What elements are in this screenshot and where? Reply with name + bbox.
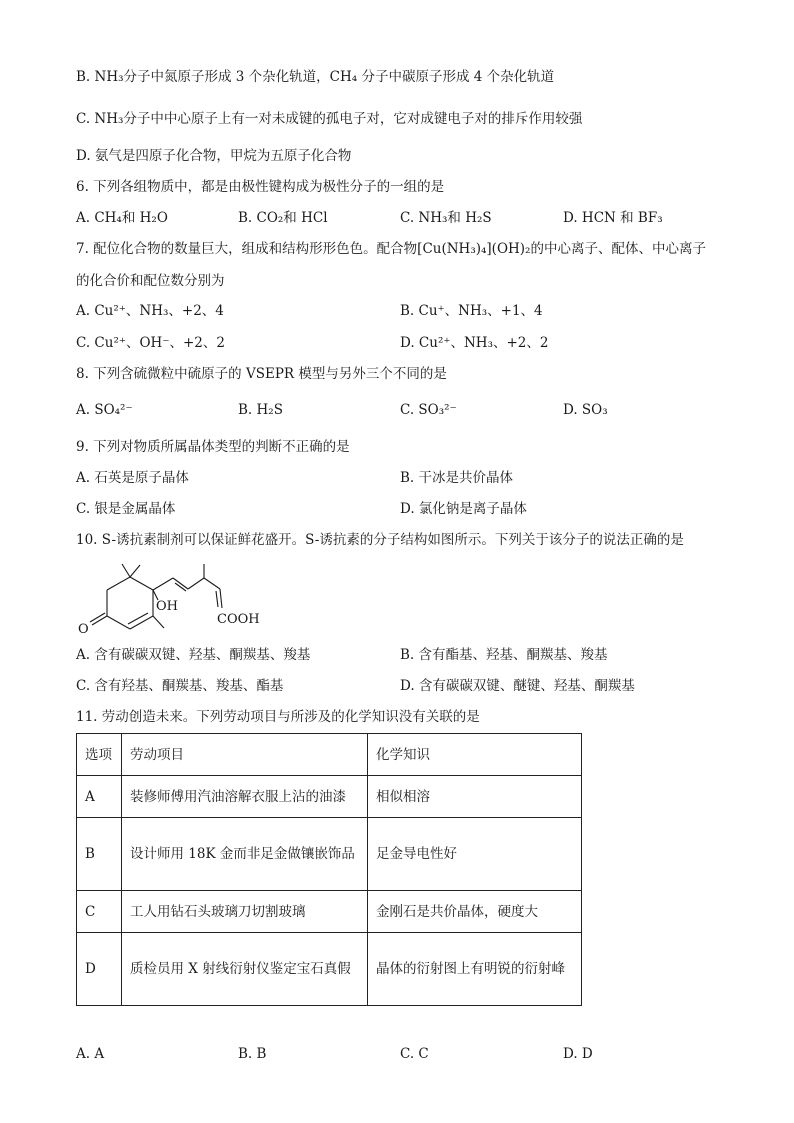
q11-table — [76, 733, 582, 1006]
table-cell: B — [77, 818, 122, 891]
q11-option-d: D. D — [563, 1046, 593, 1062]
table-row — [77, 818, 582, 891]
q11-option-b: B. B — [238, 1046, 267, 1062]
table-cell: A — [77, 776, 122, 818]
q8-option-a: A. SO₄²⁻ — [76, 402, 133, 418]
cooh-label: COOH — [217, 612, 260, 627]
table-cell: 设计师用 18K 金而非足金做镶嵌饰品 — [122, 818, 368, 891]
q6-option-d: D. HCN 和 BF₃ — [563, 210, 663, 226]
q7-option-a: A. Cu²⁺、NH₃、+2、4 — [76, 303, 224, 319]
table-cell: 装修师傅用汽油溶解衣服上沾的油漆 — [122, 776, 368, 818]
table-header-cell: 选项 — [77, 734, 122, 776]
q9-option-d: D. 氯化钠是离子晶体 — [400, 501, 527, 517]
table-row — [77, 933, 582, 1006]
q8-option-b: B. H₂S — [238, 402, 283, 418]
question-6: 6. 下列各组物质中，都是由极性键构成为极性分子的一组的是 — [76, 179, 445, 195]
q7-option-b: B. Cu⁺、NH₃、+1、4 — [400, 303, 543, 319]
table-cell: 工人用钻石头玻璃刀切割玻璃 — [122, 891, 368, 933]
q8-option-d: D. SO₃ — [563, 402, 608, 418]
question-8: 8. 下列含硫微粒中硫原子的 VSEPR 模型与另外三个不同的是 — [76, 366, 447, 382]
table-cell: 质检员用 X 射线衍射仪鉴定宝石真假 — [122, 933, 368, 1006]
question-7-line-1: 7. 配位化合物的数量巨大，组成和结构形形色色。配合物[Cu(NH₃)₄](OH)₂的中心离子、配体、中心离子 — [76, 241, 706, 257]
question-10: 10. S-诱抗素制剂可以保证鲜花盛开。S-诱抗素的分子结构如图所示。下列关于该分子的说法正确的是 — [76, 532, 684, 548]
q6-option-a: A. CH₄和 H₂O — [76, 210, 168, 226]
line-q5-option-d: D. 氨气是四原子化合物，甲烷为五原子化合物 — [76, 148, 352, 164]
q9-option-a: A. 石英是原子晶体 — [76, 470, 189, 486]
carbonyl-o-label: O — [78, 622, 89, 637]
line-q5-option-b: B. NH₃分子中氮原子形成 3 个杂化轨道，CH₄ 分子中碳原子形成 4 个杂化轨道 — [76, 69, 555, 85]
oh-label: OH — [156, 599, 178, 614]
table-header-cell: 化学知识 — [368, 734, 582, 776]
q7-option-c: C. Cu²⁺、OH⁻、+2、2 — [76, 335, 225, 351]
table-cell: 金刚石是共价晶体，硬度大 — [368, 891, 582, 933]
question-7-line-2: 的化合价和配位数分别为 — [76, 273, 225, 289]
s-abscisic-acid-structure — [76, 562, 276, 640]
table-cell: 晶体的衍射图上有明锐的衍射峰 — [368, 933, 582, 1006]
q10-option-c: C. 含有羟基、酮羰基、羧基、酯基 — [76, 678, 284, 694]
q9-option-c: C. 银是金属晶体 — [76, 501, 176, 517]
table-header-row — [77, 734, 582, 776]
table-row — [77, 776, 582, 818]
q11-option-c: C. C — [400, 1046, 429, 1062]
table-cell: 足金导电性好 — [368, 818, 582, 891]
q10-option-b: B. 含有酯基、羟基、酮羰基、羧基 — [400, 647, 608, 663]
table-cell: C — [77, 891, 122, 933]
question-9: 9. 下列对物质所属晶体类型的判断不正确的是 — [76, 439, 350, 455]
q10-option-a: A. 含有碳碳双键、羟基、酮羰基、羧基 — [76, 647, 311, 663]
table-cell: 相似相溶 — [368, 776, 582, 818]
line-q5-option-c: C. NH₃分子中中心原子上有一对未成键的孤电子对，它对成键电子对的排斥作用较强 — [76, 111, 583, 127]
q9-option-b: B. 干冰是共价晶体 — [400, 470, 514, 486]
q8-option-c: C. SO₃²⁻ — [400, 402, 457, 418]
question-11: 11. 劳动创造未来。下列劳动项目与所涉及的化学知识没有关联的是 — [76, 709, 480, 725]
q6-option-b: B. CO₂和 HCl — [238, 210, 328, 226]
q6-option-c: C. NH₃和 H₂S — [400, 210, 492, 226]
table-header-cell: 劳动项目 — [122, 734, 368, 776]
table-row — [77, 891, 582, 933]
q11-option-a: A. A — [76, 1046, 105, 1062]
table-cell: D — [77, 933, 122, 1006]
q10-option-d: D. 含有碳碳双键、醚键、羟基、酮羰基 — [400, 678, 635, 694]
q7-option-d: D. Cu²⁺、NH₃、+2、2 — [400, 335, 549, 351]
